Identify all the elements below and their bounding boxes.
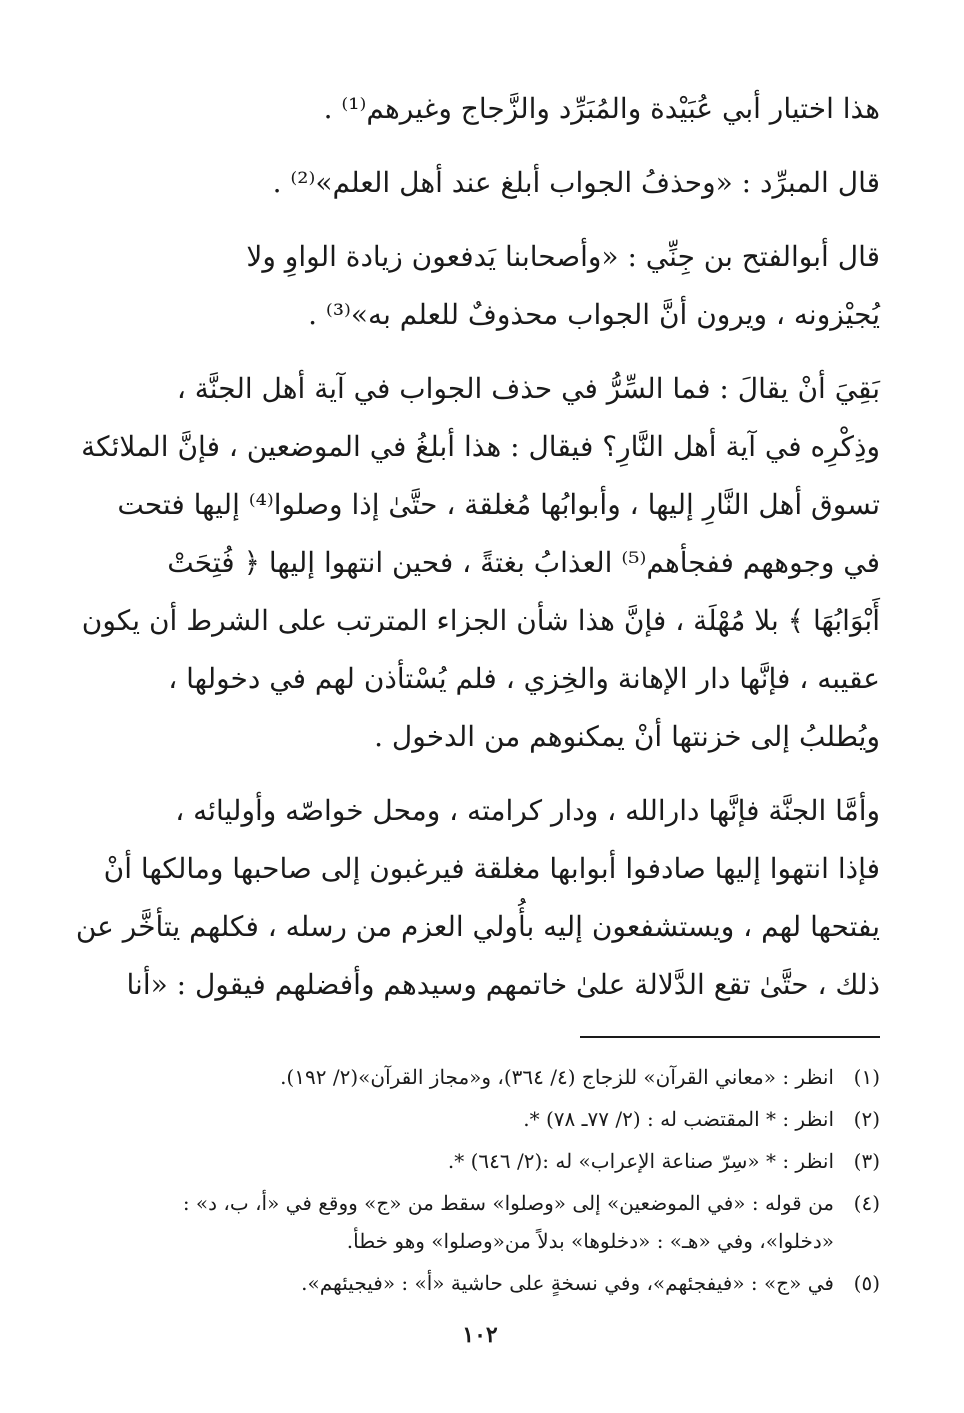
text-line: أَبْوَابُهَا ﴾ بلا مُهْلَة ، فإنَّ هذا شأن الجزاء المترتب على الشرط أن يكون bbox=[81, 604, 880, 637]
footnote-text bbox=[80, 1184, 834, 1260]
text-line: قال أبوالفتح بن جِنِّي : «وأصحابنا يَدفعون زيادة الواوِ ولا bbox=[246, 240, 880, 273]
footnote-number: (٣) bbox=[853, 1149, 880, 1173]
footnote-5 bbox=[80, 1264, 880, 1302]
text-line: يُجيْزونه ، ويرون أنَّ الجواب محذوفٌ للعلم به»⁽³⁾ . bbox=[308, 298, 880, 331]
footnote-line: انظر : * «سِرّ صناعة الإعراب» له :(٢/ ٦٤٦) *. bbox=[447, 1149, 834, 1173]
paragraph-2 bbox=[80, 154, 880, 212]
paragraph-5 bbox=[75, 782, 880, 1014]
paragraph-3 bbox=[80, 228, 880, 344]
footnote-number: (١) bbox=[853, 1065, 880, 1089]
text-line: وأمَّا الجنَّة فإنَّها دارالله ، ودار كرامته ، ومحل خواصّه وأوليائه ، bbox=[175, 794, 880, 827]
footnote-1 bbox=[80, 1058, 880, 1096]
footnote-line: انظر : «معاني القرآن» للزجاج (٤/ ٣٦٤)، و«مجاز القرآن»(٢/ ١٩٢). bbox=[280, 1065, 834, 1089]
footnote-line: انظر : * المقتضب له : (٢/ ٧٧ـ ٧٨) *. bbox=[523, 1107, 834, 1131]
footnote-4 bbox=[80, 1184, 880, 1260]
text-line: يفتحها لهم ، ويستشفعون إليه بأُولي العزم من رسله ، فكلهم يتأخَّر عن bbox=[75, 910, 880, 943]
page bbox=[75, 80, 880, 1348]
footnote-line: من قوله : «في الموضعين» إلى «وصلوا» سقط من «ج» ووقع في «أ، ب، د» : bbox=[182, 1191, 834, 1215]
text-line: وذِكْرِه في آية أهل النَّارِ؟ فيقال : هذا أبلغُ في الموضعين ، فإنَّ الملائكة bbox=[81, 430, 880, 463]
text-line: هذا اختيار أبي عُبَيْدة والمُبَرِّد والزَّجاج وغيرهم⁽¹⁾ . bbox=[323, 92, 880, 125]
main-text bbox=[75, 80, 880, 1014]
footnote-3 bbox=[80, 1142, 880, 1180]
text-line: فإذا انتهوا إليها صادفوا أبوابها مغلقة فيرغبون إلى صاحبها ومالكها أنْ bbox=[103, 852, 880, 885]
paragraph-1 bbox=[80, 80, 880, 138]
footnote-number: (٢) bbox=[853, 1107, 880, 1131]
paragraph-4 bbox=[80, 360, 880, 766]
text-line: قال المبرِّد : «وحذفُ الجواب أبلغ عند أهل العلم»⁽²⁾ . bbox=[272, 166, 880, 199]
text-line: بَقِيَ أنْ يقالَ : فما السِّرُّ في حذف الجواب في آية أهل الجنَّة ، bbox=[176, 372, 880, 405]
footnote-text bbox=[80, 1100, 834, 1138]
footnote-text bbox=[80, 1264, 834, 1302]
footnote-text bbox=[80, 1142, 834, 1180]
page-number: ١٠٢ bbox=[462, 1322, 498, 1348]
text-line: تسوق أهل النَّارِ إليها ، وأبوابُها مُغلقة ، حتَّىٰ إذا وصلوا⁽⁴⁾ إليها فتحت bbox=[117, 488, 880, 521]
text-line: ويُطلبُ إلى خزنتها أنْ يمكنوهم من الدخول . bbox=[374, 720, 880, 753]
text-line: ذلك ، حتَّىٰ تقع الدَّلالة علىٰ خاتمهم وسيدهم وأفضلهم فيقول : «أنا bbox=[126, 968, 880, 1001]
footnote-line: في «ج» : «فيفجئهم»، وفي نسخةٍ على حاشية «أ» : «فيجيئهم». bbox=[301, 1271, 834, 1295]
footnote-line: «دخلوا»، وفي «هـ» : «دخلوها» بدلاً من«وصلوا» وهو خطأ. bbox=[346, 1229, 834, 1253]
footnote-text bbox=[80, 1058, 834, 1096]
footnote-2 bbox=[80, 1100, 880, 1138]
footnote-divider bbox=[580, 1036, 880, 1038]
text-line: عقيبه ، فإنَّها دار الإهانة والخِزي ، فلم يُسْتأذن لهم في دخولها ، bbox=[168, 662, 880, 695]
footnote-number: (٤) bbox=[853, 1191, 880, 1215]
footnotes bbox=[80, 1058, 880, 1302]
text-line: في وجوههم ففجأهم⁽⁵⁾ العذابُ بغتةً ، فحين انتهوا إليها ﴿ فُتِحَتْ bbox=[167, 546, 880, 579]
footnote-number: (٥) bbox=[853, 1271, 880, 1295]
